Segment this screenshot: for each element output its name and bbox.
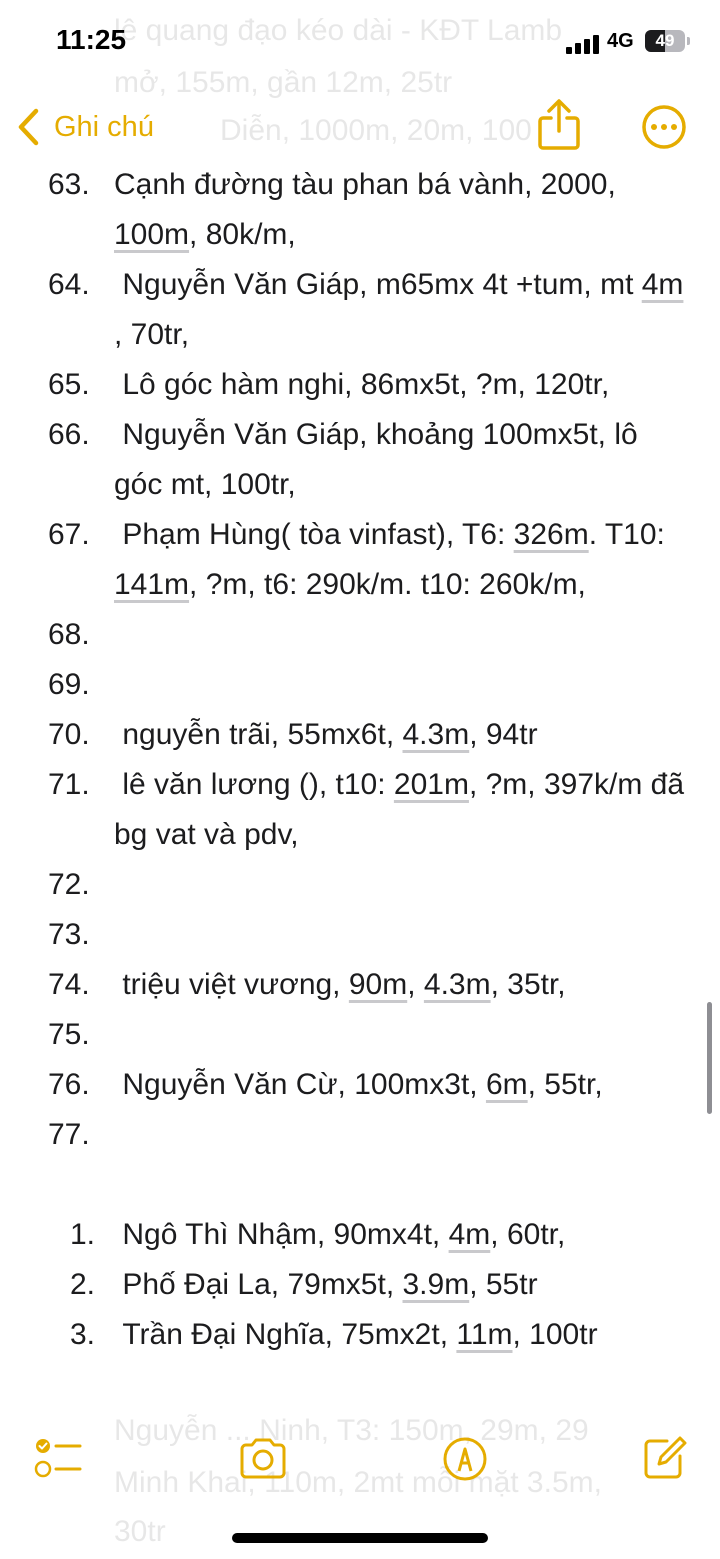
list-item-number: 65. <box>48 368 90 401</box>
list-item-text <box>114 660 690 710</box>
list-item-text <box>114 960 690 1010</box>
list-item-text-segment: , 55tr, <box>527 1068 603 1101</box>
list-item-text <box>114 860 690 910</box>
list-item-text <box>114 510 690 610</box>
list-item-number: 71. <box>48 768 90 801</box>
list-item-number: 73. <box>48 918 90 951</box>
compose-button[interactable] <box>643 1434 687 1485</box>
list-item-text-segment: , 60tr, <box>490 1218 566 1251</box>
detected-measurement-link[interactable]: 4m <box>448 1218 491 1251</box>
list-item[interactable] <box>0 1010 720 1060</box>
detected-measurement-link[interactable]: 326m <box>513 518 589 551</box>
list-item-text-segment: triệu việt vương, <box>114 968 349 1001</box>
list-item[interactable] <box>0 360 720 410</box>
list-item-text-segment: Phạm Hùng( tòa vinfast), T6: <box>114 518 514 551</box>
list-item-text-segment: , <box>407 968 424 1001</box>
camera-icon <box>238 1437 288 1479</box>
list-item[interactable] <box>0 860 720 910</box>
list-item-number: 2. <box>70 1268 96 1301</box>
markup-button[interactable] <box>442 1436 488 1487</box>
markup-icon <box>442 1436 488 1482</box>
back-button[interactable] <box>16 104 154 150</box>
list-item[interactable] <box>0 1210 720 1260</box>
detected-measurement-link[interactable]: 3.9m <box>402 1268 470 1301</box>
list-item-text <box>114 1310 690 1360</box>
list-item[interactable] <box>0 710 720 760</box>
battery-icon <box>645 30 685 52</box>
list-item-text <box>114 1110 690 1160</box>
detected-measurement-link[interactable]: 6m <box>485 1068 528 1101</box>
list-item-number: 67. <box>48 518 90 551</box>
more-icon <box>641 104 687 150</box>
scrolled-text-line: Diễn, 1000m, 20m, 100 <box>220 114 532 147</box>
battery-tip <box>687 37 690 45</box>
numbered-list <box>0 1210 720 1360</box>
list-item[interactable] <box>0 410 720 510</box>
list-item-text <box>114 710 690 760</box>
list-item-text-segment: , 70tr, <box>114 268 692 351</box>
list-item-text <box>114 910 690 960</box>
detected-measurement-link[interactable]: 201m <box>393 768 469 801</box>
list-item[interactable] <box>0 160 720 260</box>
list-item-text-segment: Nguyễn Văn Cừ, 100mx3t, <box>114 1068 486 1101</box>
list-item-number: 75. <box>48 1018 90 1051</box>
chevron-left-icon <box>16 107 40 147</box>
list-item[interactable] <box>0 1110 720 1160</box>
list-item-text-segment: Trần Đại Nghĩa, 75mx2t, <box>114 1318 457 1351</box>
home-indicator[interactable] <box>232 1533 488 1543</box>
list-item-number: 72. <box>48 868 90 901</box>
list-item-number: 3. <box>70 1318 96 1351</box>
detected-measurement-link[interactable]: 100m <box>114 218 190 251</box>
back-label: Ghi chú <box>54 110 154 143</box>
status-bar <box>0 0 720 90</box>
scrolled-text-line: mở, 155m, gần 12m, 25tr <box>114 66 453 99</box>
detected-measurement-link[interactable]: 4.3m <box>402 718 470 751</box>
list-item-text <box>114 260 690 360</box>
list-item-number: 68. <box>48 618 90 651</box>
list-item-number: 76. <box>48 1068 90 1101</box>
list-item-text <box>114 1260 690 1310</box>
list-item-text-segment: , ?m, t6: 290k/m. t10: 260k/m, <box>189 568 586 601</box>
list-item-text-segment: , 100tr <box>512 1318 598 1351</box>
more-button[interactable] <box>641 104 687 150</box>
status-time: 11:25 <box>56 24 127 55</box>
list-item[interactable] <box>0 510 720 610</box>
battery-percent: 49 <box>655 31 675 50</box>
list-item-text <box>114 1210 690 1260</box>
list-item[interactable] <box>0 660 720 710</box>
compose-icon <box>643 1434 687 1480</box>
list-item-text-segment: , 94tr <box>469 718 538 751</box>
list-item-text-segment: . T10: <box>588 518 674 551</box>
numbered-list <box>0 160 720 1160</box>
list-item-text-segment: Nguyễn Văn Giáp, m65mx 4t +tum, mt <box>114 268 642 301</box>
list-item-text <box>114 610 690 660</box>
list-item-text-segment: , ?m, 397k/m đã bg vat và pdv, <box>114 768 693 851</box>
list-item[interactable] <box>0 610 720 660</box>
list-item-number: 70. <box>48 718 90 751</box>
list-item-text <box>114 410 690 510</box>
list-item-text-segment: Nguyễn Văn Giáp, khoảng 100mx5t, lô góc mt, 100tr, <box>114 418 647 501</box>
camera-button[interactable] <box>238 1437 288 1484</box>
list-item[interactable] <box>0 960 720 1010</box>
list-item-number: 69. <box>48 668 90 701</box>
detected-measurement-link[interactable]: 90m <box>348 968 408 1001</box>
list-item-text <box>114 1060 690 1110</box>
network-type: 4G <box>607 30 634 52</box>
list-item-number: 63. <box>48 168 90 201</box>
share-icon <box>536 98 582 152</box>
scrolled-text-line: lê quang đạo kéo dài - KĐT Lamb <box>114 14 563 47</box>
list-item-number: 66. <box>48 418 90 451</box>
scrolled-text-line: 30tr <box>114 1515 166 1548</box>
list-item-number: 74. <box>48 968 90 1001</box>
detected-measurement-link[interactable]: 4m <box>641 268 684 301</box>
detected-measurement-link[interactable]: 11m <box>456 1318 513 1351</box>
list-item[interactable] <box>0 910 720 960</box>
list-item-number: 1. <box>70 1218 96 1251</box>
list-item-text-segment: Ngô Thì Nhậm, 90mx4t, <box>114 1218 449 1251</box>
vertical-scrollbar[interactable] <box>707 1002 712 1114</box>
list-item-text-segment: Lô góc hàm nghi, 86mx5t, ?m, 120tr, <box>114 368 610 401</box>
blank-line <box>0 1160 720 1210</box>
list-item-text <box>114 1010 690 1060</box>
list-item-text <box>114 160 690 260</box>
scrolled-text-line: Minh Khai, 110m, 2mt mỗi mặt 3.5m, <box>114 1466 602 1499</box>
share-button[interactable] <box>536 98 582 152</box>
list-item[interactable] <box>0 260 720 360</box>
list-item-text-segment: , 35tr, <box>490 968 566 1001</box>
detected-measurement-link[interactable]: 4.3m <box>423 968 491 1001</box>
detected-measurement-link[interactable]: 141m <box>114 568 190 601</box>
list-item[interactable] <box>0 1310 720 1360</box>
list-item[interactable] <box>0 760 720 860</box>
list-item-text-segment: , 55tr <box>469 1268 538 1301</box>
list-item-text <box>114 760 693 860</box>
list-item[interactable] <box>0 1060 720 1110</box>
list-item-number: 64. <box>48 268 90 301</box>
checklist-button[interactable] <box>34 1437 82 1484</box>
scrolled-text-line: Nguyễn ... Ninh, T3: 150m, 29m, 29 <box>114 1414 589 1447</box>
list-item-text-segment: Cạnh đường tàu phan bá vành, 2000, <box>114 168 625 201</box>
note-body[interactable] <box>0 160 720 1360</box>
list-item-text-segment: Phố Đại La, 79mx5t, <box>114 1268 403 1301</box>
cellular-signal-icon <box>566 34 602 54</box>
checklist-icon <box>34 1437 82 1479</box>
list-item-text-segment: lê văn lương (), t10: <box>114 768 394 801</box>
list-item-text-segment: nguyễn trãi, 55mx6t, <box>114 718 403 751</box>
list-item[interactable] <box>0 1260 720 1310</box>
list-item-text-segment: , 80k/m, <box>189 218 296 251</box>
list-item-number: 77. <box>48 1118 90 1151</box>
list-item-text <box>114 360 690 410</box>
